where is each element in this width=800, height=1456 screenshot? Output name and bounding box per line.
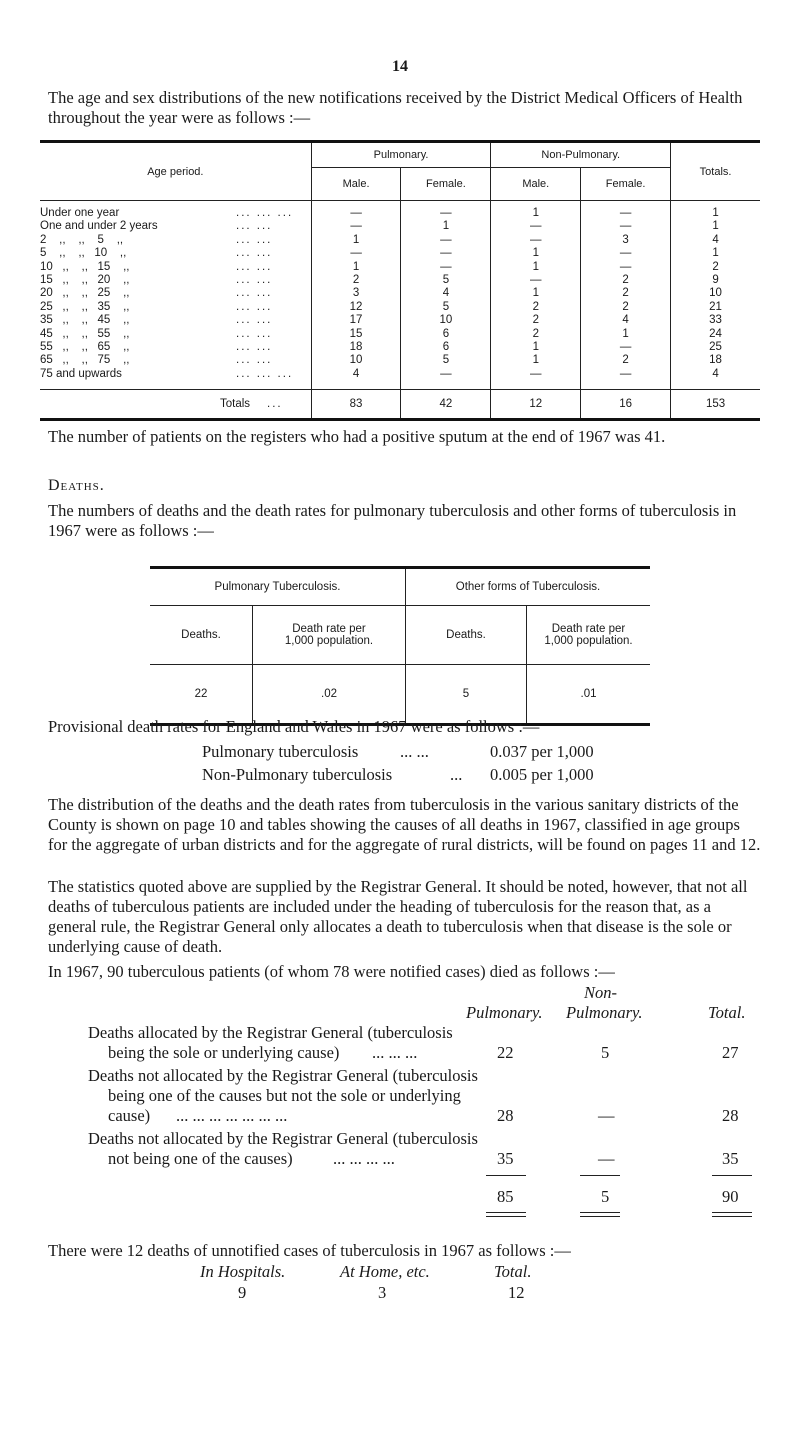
age-period-label: 75 and upwards	[40, 367, 122, 380]
other-rate-value: .01	[527, 665, 651, 725]
cell-pm: 12	[311, 301, 401, 314]
cell-tot: 4	[671, 368, 760, 381]
table-row	[40, 301, 760, 314]
leader-dots: ... ...	[236, 220, 273, 233]
cell-tot: 4	[671, 234, 760, 247]
cell-tot: 33	[671, 314, 760, 327]
cell-tot: 2	[671, 261, 760, 274]
cell-nm: —	[491, 220, 581, 233]
age-period-label: 65 ,, ,, 75 ,,	[40, 354, 130, 367]
cell-pf: 10	[401, 314, 491, 327]
age-period-label: 15 ,, ,, 20 ,,	[40, 274, 130, 287]
age-period-cell	[40, 341, 311, 354]
rule-nonpulm	[580, 1175, 620, 1176]
leader-dots: ... ...	[236, 260, 273, 273]
cell-nf: 2	[581, 301, 671, 314]
age-period-cell	[40, 261, 311, 274]
spacer-cell	[311, 381, 401, 390]
intro-paragraph: The age and sex distributions of the new notifications received by the District Medical Officers of Health throughout the year were as follows :—	[48, 88, 743, 127]
table-row	[40, 328, 760, 341]
age-period-cell	[40, 354, 311, 367]
col-nonpulm-line1: Non-	[584, 983, 617, 1002]
table-row	[40, 201, 760, 221]
row2-nonpulm: —	[598, 1106, 615, 1125]
row2-total: 28	[722, 1106, 739, 1125]
leader-dots: ... ...	[236, 247, 273, 260]
row2-line1: Deaths not allocated by the Registrar General (tuberculosis	[88, 1066, 478, 1085]
cell-nf: 16	[581, 390, 671, 420]
cell-tot: 21	[671, 301, 760, 314]
cell-tot: 153	[671, 390, 760, 420]
cell-tot: 1	[671, 201, 760, 221]
unnotified-home-header: At Home, etc.	[340, 1262, 430, 1281]
totals-row	[40, 390, 760, 420]
cell-pm: —	[311, 220, 401, 233]
age-period-header: Age period.	[40, 142, 311, 201]
col-nonpulm-line2: Pulmonary.	[566, 1003, 643, 1022]
cell-pf: 5	[401, 274, 491, 287]
age-period-label: One and under 2 years	[40, 220, 158, 233]
cell-nf: —	[581, 368, 671, 381]
row3-line2: not being one of the causes)	[108, 1149, 293, 1168]
unnotified-hospitals-value: 9	[238, 1283, 247, 1302]
cell-nm: 1	[491, 354, 581, 367]
cell-pm: —	[311, 201, 401, 221]
table-row	[40, 354, 760, 367]
cell-nm: 1	[491, 341, 581, 354]
prov-pulm-value: 0.037 per 1,000	[490, 742, 594, 761]
pulm-deaths-header: Deaths.	[150, 606, 253, 665]
age-period-cell	[40, 247, 311, 260]
sputum-paragraph: The number of patients on the registers who had a positive sputum at the end of 1967 was 41.	[48, 427, 666, 446]
age-period-cell	[40, 201, 311, 221]
cell-tot: 1	[671, 247, 760, 260]
cell-pf: 5	[401, 301, 491, 314]
age-period-cell	[40, 287, 311, 300]
rate-header-line2: 1,000 population.	[284, 635, 374, 647]
double-rule-nonpulm	[580, 1212, 620, 1217]
spacer-cell	[491, 381, 581, 390]
cell-nm: 1	[491, 287, 581, 300]
registrar-paragraph: The statistics quoted above are supplied by the Registrar General. It should be noted, however, that not all deaths of tuberculous patients are included under the heading of tuberculosis for the reason that, as a general rule, the Registrar General only allocates a death to tuberculosis when that disease is the sole or underlying cause of death.	[48, 877, 748, 956]
cell-pm: 1	[311, 261, 401, 274]
age-period-cell	[40, 368, 311, 381]
age-period-label: 35 ,, ,, 45 ,,	[40, 314, 130, 327]
prov-nonpulm-label: Non-Pulmonary tuberculosis	[202, 765, 393, 784]
leader-dots: ...	[267, 397, 283, 410]
cell-pm: 3	[311, 287, 401, 300]
notifications-table-body	[40, 201, 760, 420]
total-total: 90	[722, 1187, 739, 1206]
leader-dots: ... ...	[236, 300, 273, 313]
cell-nm: 1	[491, 201, 581, 221]
cell-pm: —	[311, 247, 401, 260]
rate-header-line1: Death rate per	[551, 623, 626, 635]
other-rate-header	[527, 606, 651, 665]
spacer-cell	[40, 381, 311, 390]
age-period-label: 2 ,, ,, 5 ,,	[40, 233, 124, 246]
non-pulmonary-header: Non-Pulmonary.	[491, 142, 671, 168]
cell-pf: 1	[401, 220, 491, 233]
cell-nf: —	[581, 261, 671, 274]
cell-nf: 2	[581, 287, 671, 300]
pulmonary-female-header: Female.	[401, 168, 491, 201]
cell-nm: 12	[491, 390, 581, 420]
cell-tot: 9	[671, 274, 760, 287]
age-period-label: Under one year	[40, 207, 120, 219]
leader-dots: ... ... ...	[236, 367, 294, 380]
cell-pf: 5	[401, 354, 491, 367]
pulm-deaths-value: 22	[150, 665, 253, 725]
leader-dots: ... ...	[236, 233, 273, 246]
cell-nf: 2	[581, 274, 671, 287]
row3-pulm: 35	[497, 1149, 514, 1168]
age-period-cell	[40, 220, 311, 233]
table-row	[40, 287, 760, 300]
age-period-cell	[40, 234, 311, 247]
table-row	[40, 341, 760, 354]
age-period-cell	[40, 301, 311, 314]
cell-pf: 4	[401, 287, 491, 300]
cell-nf: —	[581, 247, 671, 260]
cell-nm: 1	[491, 247, 581, 260]
age-period-label: 25 ,, ,, 35 ,,	[40, 300, 130, 313]
age-period-label: 55 ,, ,, 65 ,,	[40, 341, 130, 354]
row1-pulm: 22	[497, 1043, 514, 1062]
other-tb-header: Other forms of Tuberculosis.	[406, 568, 651, 606]
unnotified-hospitals-header: In Hospitals.	[200, 1262, 286, 1281]
totals-header: Totals.	[671, 142, 760, 201]
cell-pm: 83	[311, 390, 401, 420]
cell-pm: 15	[311, 328, 401, 341]
distribution-paragraph: The distribution of the deaths and the death rates from tuberculosis in the various sanitary districts of the County is shown on page 10 and tables showing the causes of all deaths in 1967, classified in age groups for the aggregate of urban districts and for the aggregate of rural districts, will be found on pages 11 and 12.	[48, 795, 761, 854]
row3-dots: ... ... ... ...	[333, 1149, 395, 1168]
cell-pf: —	[401, 201, 491, 221]
age-period-cell	[40, 314, 311, 327]
unnotified-total-header: Total.	[494, 1262, 532, 1281]
deaths-intro: The numbers of deaths and the death rates for pulmonary tuberculosis and other forms of tuberculosis in 1967 were as follows :—	[48, 501, 737, 540]
age-period-label: 45 ,, ,, 55 ,,	[40, 327, 130, 340]
cell-tot: 25	[671, 341, 760, 354]
non-pulmonary-female-header: Female.	[581, 168, 671, 201]
table-row	[40, 368, 760, 381]
cell-nm: 2	[491, 328, 581, 341]
double-rule-pulm	[486, 1212, 526, 1217]
cell-pf: —	[401, 261, 491, 274]
spacer-row	[40, 381, 760, 390]
cell-pm: 18	[311, 341, 401, 354]
cell-nm: —	[491, 234, 581, 247]
cell-pf: 6	[401, 341, 491, 354]
cell-pm: 4	[311, 368, 401, 381]
table-row	[40, 261, 760, 274]
rate-header-line2: 1,000 population.	[544, 635, 633, 647]
col-pulmonary: Pulmonary.	[466, 1003, 543, 1022]
prov-nonpulm-value: 0.005 per 1,000	[490, 765, 594, 784]
age-period-label: Totals	[220, 397, 251, 410]
other-deaths-value: 5	[406, 665, 527, 725]
totals-label-cell	[40, 390, 311, 420]
cell-tot: 18	[671, 354, 760, 367]
unnotified-intro: There were 12 deaths of unnotified cases of tuberculosis in 1967 as follows :—	[48, 1241, 571, 1260]
cell-tot: 10	[671, 287, 760, 300]
row1-total: 27	[722, 1043, 739, 1062]
non-pulmonary-male-header: Male.	[491, 168, 581, 201]
row3-total: 35	[722, 1149, 739, 1168]
leader-dots: ... ...	[236, 287, 273, 300]
table-row	[40, 220, 760, 233]
row1-line2: being the sole or underlying cause)	[108, 1043, 340, 1062]
table-row	[40, 234, 760, 247]
pulm-rate-value: .02	[253, 665, 406, 725]
cell-pm: 2	[311, 274, 401, 287]
col-total: Total.	[708, 1003, 746, 1022]
cell-pf: 42	[401, 390, 491, 420]
cell-pf: —	[401, 234, 491, 247]
cell-nm: 2	[491, 314, 581, 327]
age-period-label: 20 ,, ,, 25 ,,	[40, 287, 130, 300]
cell-nf: 1	[581, 328, 671, 341]
rule-pulm	[486, 1175, 526, 1176]
cell-pf: —	[401, 247, 491, 260]
death-rates-table	[150, 566, 650, 726]
cell-nf: 2	[581, 354, 671, 367]
cell-pm: 1	[311, 234, 401, 247]
unnotified-total-value: 12	[508, 1283, 525, 1302]
other-deaths-header: Deaths.	[406, 606, 527, 665]
cell-pf: —	[401, 368, 491, 381]
pulm-rate-header	[253, 606, 406, 665]
table-row	[40, 314, 760, 327]
leader-dots: ... ...	[236, 327, 273, 340]
table-row	[40, 274, 760, 287]
cell-pf: 6	[401, 328, 491, 341]
row3-line1: Deaths not allocated by the Registrar General (tuberculosis	[88, 1129, 478, 1148]
total-nonpulm: 5	[601, 1187, 610, 1206]
row2-line2: being one of the causes but not the sole or underlying	[108, 1086, 461, 1105]
age-period-label: 5 ,, ,, 10 ,,	[40, 247, 127, 260]
rate-header-line1: Death rate per	[292, 623, 366, 635]
age-period-label: 10 ,, ,, 15 ,,	[40, 260, 130, 273]
cell-nf: 4	[581, 314, 671, 327]
row2-dots: ... ... ... ... ... ... ...	[176, 1106, 288, 1125]
cell-nm: 1	[491, 261, 581, 274]
prov-nonpulm-dots: ...	[450, 765, 463, 784]
cell-nf: 3	[581, 234, 671, 247]
pulmonary-tb-header: Pulmonary Tuberculosis.	[150, 568, 406, 606]
spacer-cell	[581, 381, 671, 390]
pulmonary-header: Pulmonary.	[311, 142, 491, 168]
row2-pulm: 28	[497, 1106, 514, 1125]
provisional-intro: Provisional death rates for England and Wales in 1967 were as follows :—	[48, 717, 540, 736]
deaths-heading: Deaths.	[48, 477, 105, 494]
age-period-cell	[40, 328, 311, 341]
cell-nf: —	[581, 201, 671, 221]
age-period-cell	[40, 274, 311, 287]
tuberculous-intro: In 1967, 90 tuberculous patients (of whom 78 were notified cases) died as follows :—	[48, 962, 615, 981]
row3-nonpulm: —	[598, 1149, 615, 1168]
prov-pulm-dots: ... ...	[400, 742, 429, 761]
row1-dots: ... ... ...	[372, 1043, 418, 1062]
notifications-table	[40, 140, 760, 421]
spacer-cell	[671, 381, 760, 390]
cell-tot: 24	[671, 328, 760, 341]
spacer-cell	[401, 381, 491, 390]
cell-nm: —	[491, 274, 581, 287]
table-row	[40, 247, 760, 260]
row2-line3: cause)	[108, 1106, 151, 1125]
unnotified-home-value: 3	[378, 1283, 387, 1302]
pulmonary-male-header: Male.	[311, 168, 401, 201]
cell-pm: 17	[311, 314, 401, 327]
total-pulm: 85	[497, 1187, 514, 1206]
row1-nonpulm: 5	[601, 1043, 610, 1062]
double-rule-total	[712, 1212, 752, 1217]
prov-pulm-label: Pulmonary tuberculosis	[202, 742, 359, 761]
cell-nm: —	[491, 368, 581, 381]
leader-dots: ... ...	[236, 341, 273, 354]
rule-total	[712, 1175, 752, 1176]
cell-nm: 2	[491, 301, 581, 314]
cell-tot: 1	[671, 220, 760, 233]
cell-nf: —	[581, 220, 671, 233]
row1-line1: Deaths allocated by the Registrar General (tuberculosis	[88, 1023, 453, 1042]
leader-dots: ... ...	[236, 274, 273, 287]
page-number: 14	[392, 58, 408, 75]
leader-dots: ... ...	[236, 314, 273, 327]
cell-pm: 10	[311, 354, 401, 367]
leader-dots: ... ... ...	[236, 207, 294, 219]
cell-nf: —	[581, 341, 671, 354]
leader-dots: ... ...	[236, 354, 273, 367]
